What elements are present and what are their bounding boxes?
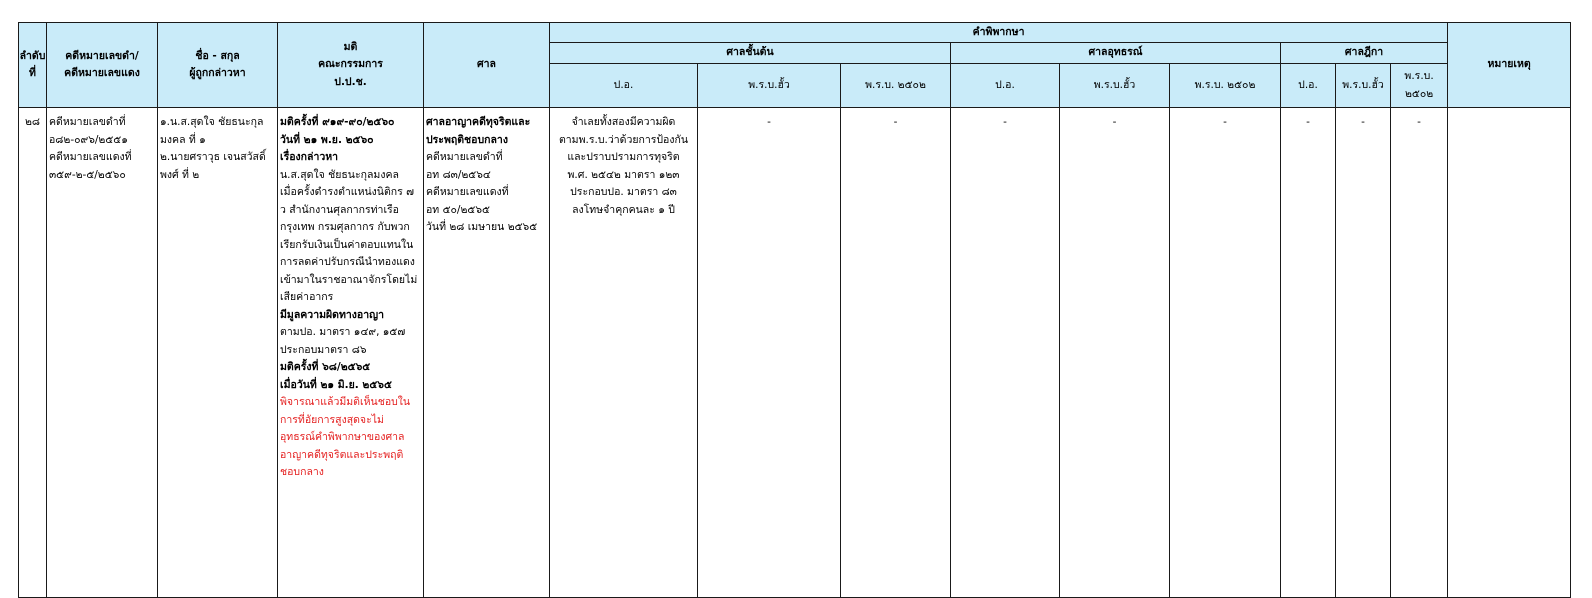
cell-names: ๑.น.ส.สุดใจ ชัยธนะกุล มงคล ที่ ๑ ๒.นายศราวุธ เจนสวัสดิ์ พงศ์ ที่ ๒ — [158, 108, 278, 598]
table-row — [19, 108, 1571, 598]
header-supreme-pro2502: พ.ร.บ. ๒๕๐๒ — [1391, 64, 1448, 108]
header-first-pro: พ.ร.บ.ฮั้ว — [698, 64, 841, 108]
header-name: ชื่อ - สกุล ผู้ถูกกล่าวหา — [158, 23, 278, 108]
cell-remark — [1448, 108, 1571, 598]
header-order: ลำดับ ที่ — [19, 23, 47, 108]
cell-supreme-pro2502: - — [1391, 108, 1448, 598]
header-court: ศาล — [424, 23, 550, 108]
header-supreme-court: ศาลฎีกา — [1281, 43, 1448, 64]
cell-first-po: จำเลยทั้งสองมีความผิด ตามพ.ร.บ.ว่าด้วยการป้องกัน และปราบปรามการทุจริต พ.ศ. ๒๕๔๒ มาตรา ๑๒๓ ประกอบปอ. มาตรา ๘๓ ลงโทษจำคุกคนละ ๑ ปี — [550, 108, 698, 598]
cell-appeal-pro2502: - — [1170, 108, 1281, 598]
header-judgment: คำพิพากษา — [550, 23, 1448, 43]
judgment-table — [18, 22, 1571, 598]
header-appeal-court: ศาลอุทธรณ์ — [951, 43, 1281, 64]
cell-order: ๒๘ — [19, 108, 47, 598]
header-appeal-po: ป.อ. — [951, 64, 1060, 108]
header-appeal-pro2502: พ.ร.บ. ๒๕๐๒ — [1170, 64, 1281, 108]
cell-appeal-pro: - — [1060, 108, 1170, 598]
header-first-court: ศาลชั้นต้น — [550, 43, 951, 64]
cell-appeal-po: - — [951, 108, 1060, 598]
cell-supreme-po: - — [1281, 108, 1336, 598]
cell-supreme-pro: - — [1336, 108, 1391, 598]
cell-court: ศาลอาญาคดีทุจริตและ ประพฤติชอบกลาง คดีหมายเลขดำที่ อท ๘๓/๒๕๖๔ คดีหมายเลขแดงที่ อท ๕๐/๒๕๖๕ วันที่ ๒๘ เมษายน ๒๕๖๕ — [424, 108, 550, 598]
header-resolution: มติ คณะกรรมการ ป.ป.ช. — [278, 23, 424, 108]
header-appeal-pro: พ.ร.บ.ฮั้ว — [1060, 64, 1170, 108]
cell-case-no: คดีหมายเลขดำที่ อ๘๒-๐๙๖/๒๕๕๑ คดีหมายเลขแดงที่ ๓๕๙-๒-๕/๒๕๖๐ — [47, 108, 158, 598]
cell-resolution: มติครั้งที่ ๙๑๙-๙๐/๒๕๖๐ วันที่ ๒๑ พ.ย. ๒๕๖๐ เรื่องกล่าวหา น.ส.สุดใจ ชัยธนะกุลมงคล เมื่อครั้งดำรงตำแหน่งนิติกร ๗ ว สำนักงานศุลกากรท่าเรือ กรุงเทพ กรมศุลกากร กับพวก เรียกรับเงินเป็นค่าตอบแทนใน การลดค่าปรับกรณีนำทองแดง เข้ามาในราชอาณาจักรโดยไม่ เสียค่าอากร มีมูลความผิดทางอาญา ตามปอ. มาตรา ๑๔๙, ๑๕๗ ประกอบมาตรา ๘๖ มติครั้งที่ ๖๘/๒๕๖๕ เมื่อวันที่ ๒๑ มิ.ย. ๒๕๖๕ พิจารณาแล้วมีมติเห็นชอบใน การที่อัยการสูงสุดจะไม่ อุทธรณ์คำพิพากษาของศาล อาญาคดีทุจริตและประพฤติ ชอบกลาง — [278, 108, 424, 598]
cell-first-pro: - — [698, 108, 841, 598]
header-supreme-pro: พ.ร.บ.ฮั้ว — [1336, 64, 1391, 108]
header-first-pro2502: พ.ร.บ. ๒๕๐๒ — [841, 64, 951, 108]
header-case-no: คดีหมายเลขดำ/ คดีหมายเลขแดง — [47, 23, 158, 108]
cell-first-pro2502: - — [841, 108, 951, 598]
header-first-po: ป.อ. — [550, 64, 698, 108]
header-supreme-po: ป.อ. — [1281, 64, 1336, 108]
header-remark: หมายเหตุ — [1448, 23, 1571, 108]
